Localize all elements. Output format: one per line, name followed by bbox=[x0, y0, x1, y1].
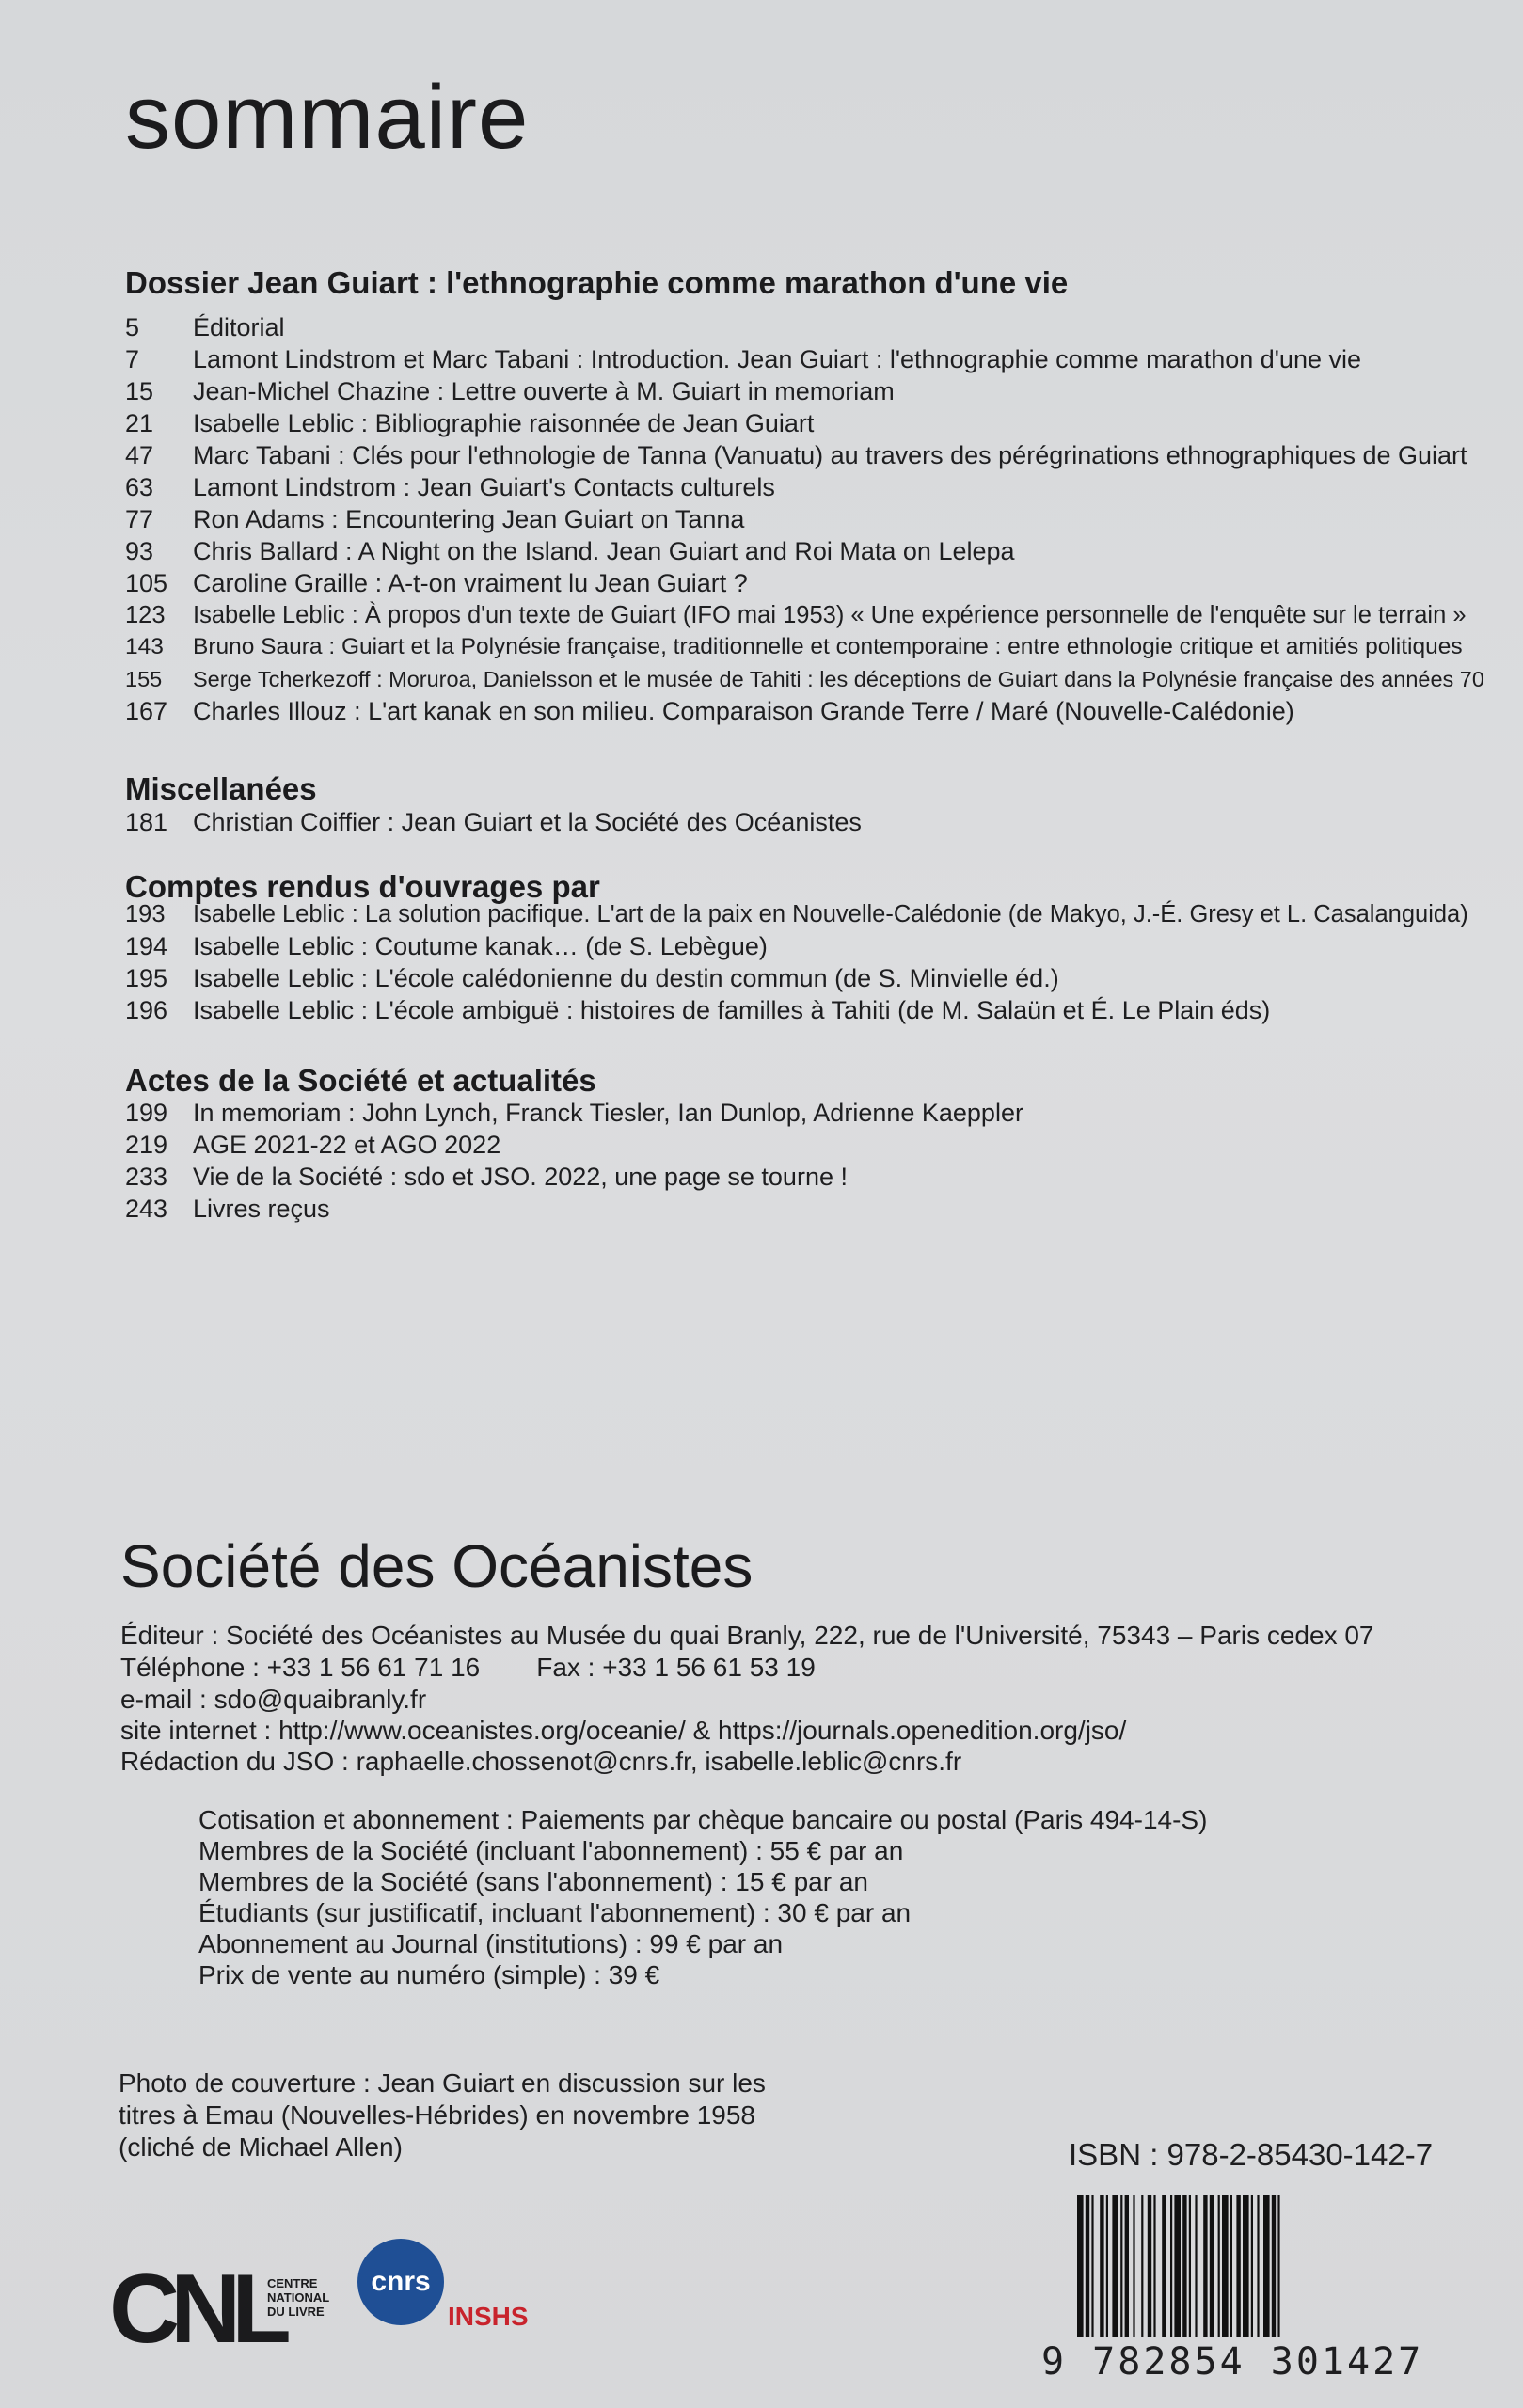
toc-page-number: 196 bbox=[125, 996, 168, 1024]
telephone-text: Téléphone : +33 1 56 61 71 16 bbox=[120, 1653, 481, 1682]
inshs-logo-text: INSHS bbox=[448, 2302, 529, 2331]
toc-entry-title: Bruno Saura : Guiart et la Polynésie française, traditionnelle et contemporaine : entre ethnologie critique et amitiés politiques bbox=[193, 634, 1463, 659]
subscription-line: Étudiants (sur justificatif, incluant l'abonnement) : 30 € par an bbox=[198, 1898, 912, 1927]
toc-entry-dossier bbox=[125, 311, 285, 343]
toc-entry-dossier bbox=[125, 343, 1361, 375]
toc-page-number: 219 bbox=[125, 1131, 168, 1159]
toc-entry-title: Éditorial bbox=[193, 313, 285, 341]
toc-page-number: 105 bbox=[125, 569, 168, 597]
toc-page-number: 21 bbox=[125, 409, 154, 437]
toc-entry-title: Vie de la Société : sdo et JSO. 2022, une page se tourne ! bbox=[193, 1163, 848, 1191]
toc-entry-miscellanees bbox=[125, 806, 862, 838]
toc-entry-title: Isabelle Leblic : Coutume kanak… (de S. Lebègue) bbox=[193, 932, 768, 960]
toc-entry-title: Lamont Lindstrom et Marc Tabani : Introduction. Jean Guiart : l'ethnographie comme marathon d'une vie bbox=[193, 345, 1361, 373]
toc-entry-actes bbox=[125, 1193, 330, 1225]
toc-page-number: 15 bbox=[125, 377, 154, 405]
section-heading-comptes-rendus: Comptes rendus d'ouvrages par bbox=[125, 869, 600, 904]
toc-entry-dossier bbox=[125, 471, 775, 503]
photo-credit: Photo de couverture : Jean Guiart en discussion sur les titres à Emau (Nouvelles-Hébrides) en novembre 1958 (cliché de Michael Allen) bbox=[119, 2068, 766, 2162]
toc-entry-title: Isabelle Leblic : L'école calédonienne du destin commun (de S. Minvielle éd.) bbox=[193, 964, 1059, 992]
toc-entry-dossier bbox=[125, 631, 1463, 663]
section-heading-dossier: Dossier Jean Guiart : l'ethnographie comme marathon d'une vie bbox=[125, 265, 1069, 300]
toc-entry-dossier bbox=[125, 695, 1294, 727]
toc-page-number: 77 bbox=[125, 505, 154, 533]
toc-page-number: 123 bbox=[125, 602, 166, 628]
cnl-caption: CENTRE bbox=[267, 2276, 318, 2290]
toc-entry-comptes-rendus bbox=[125, 930, 768, 962]
cnl-caption: DU LIVRE bbox=[267, 2305, 325, 2319]
toc-entry-title: Caroline Graille : A-t-on vraiment lu Jean Guiart ? bbox=[193, 569, 748, 597]
toc-entry-title: Serge Tcherkezoff : Moruroa, Danielsson et le musée de Tahiti : les déceptions de Guiart dans la Polynésie française des années 70 bbox=[193, 667, 1484, 691]
toc-entry-dossier bbox=[125, 503, 744, 535]
toc-page-number: 193 bbox=[125, 901, 166, 927]
cnl-logo bbox=[109, 2248, 335, 2361]
toc-entry-dossier bbox=[125, 535, 1015, 567]
fax-text: Fax : +33 1 56 61 53 19 bbox=[536, 1653, 816, 1682]
toc-entry-title: Isabelle Leblic : La solution pacifique. L'art de la paix en Nouvelle-Calédonie (de Makyo, J.-É. Gresy et L. Casalanguida) bbox=[193, 901, 1468, 927]
toc-entry-title: Jean-Michel Chazine : Lettre ouverte à M. Guiart in memoriam bbox=[193, 377, 895, 405]
phone-fax-line bbox=[120, 1652, 816, 1684]
toc-entry-title: Christian Coiffier : Jean Guiart et la Société des Océanistes bbox=[193, 808, 862, 836]
page-title: sommaire bbox=[125, 67, 530, 167]
subscription-line: Membres de la Société (sans l'abonnement) : 15 € par an bbox=[198, 1867, 868, 1896]
subscription-line: Cotisation et abonnement : Paiements par chèque bancaire ou postal (Paris 494-14-S) bbox=[198, 1805, 1208, 1834]
toc-entry-title: Ron Adams : Encountering Jean Guiart on Tanna bbox=[193, 505, 745, 533]
toc-entry-title: Isabelle Leblic : L'école ambiguë : histoires de familles à Tahiti (de M. Salaün et É. Le Plain éds) bbox=[193, 996, 1271, 1024]
society-name: Société des Océanistes bbox=[120, 1532, 754, 1600]
website-line: site internet : http://www.oceanistes.org/oceanie/ & https://journals.openedition.org/jso/ bbox=[120, 1716, 1127, 1745]
toc-entry-dossier bbox=[125, 375, 895, 407]
toc-entry-actes bbox=[125, 1097, 1023, 1129]
toc-entry-dossier bbox=[125, 439, 1467, 471]
toc-page-number: 5 bbox=[125, 313, 140, 341]
toc-entry-comptes-rendus bbox=[125, 994, 1270, 1026]
toc-page-number: 47 bbox=[125, 441, 154, 469]
toc-page-number: 143 bbox=[125, 634, 164, 659]
toc-entry-actes bbox=[125, 1129, 500, 1161]
toc-entry-title: Marc Tabani : Clés pour l'ethnologie de Tanna (Vanuatu) au travers des pérégrinations ethnographiques de Guiart bbox=[193, 441, 1467, 469]
cnrs-logo bbox=[356, 2237, 544, 2340]
barcode-image bbox=[1077, 2195, 1435, 2337]
section-heading-actes: Actes de la Société et actualités bbox=[125, 1063, 596, 1098]
toc-entry-title: Charles Illouz : L'art kanak en son milieu. Comparaison Grande Terre / Maré (Nouvelle-Calédonie) bbox=[193, 697, 1294, 725]
cnrs-logo-text: cnrs bbox=[371, 2266, 431, 2297]
toc-entry-title: Lamont Lindstrom : Jean Guiart's Contacts culturels bbox=[193, 473, 775, 501]
cnl-logo-text: CNL bbox=[109, 2255, 282, 2361]
barcode-digits: 9 782854 301427 bbox=[1041, 2340, 1424, 2384]
toc-entry-title: In memoriam : John Lynch, Franck Tiesler, Ian Dunlop, Adrienne Kaeppler bbox=[193, 1099, 1023, 1127]
toc-page-number: 167 bbox=[125, 697, 168, 725]
email-line: e-mail : sdo@quaibranly.fr bbox=[120, 1685, 427, 1714]
toc-page-number: 155 bbox=[125, 667, 163, 691]
editeur-line: Éditeur : Société des Océanistes au Musée du quai Branly, 222, rue de l'Université, 75343 – Paris cedex 07 bbox=[120, 1621, 1374, 1650]
toc-entry-dossier bbox=[125, 599, 1467, 631]
toc-page-number: 194 bbox=[125, 932, 168, 960]
toc-entry-title: Isabelle Leblic : Bibliographie raisonnée de Jean Guiart bbox=[193, 409, 815, 437]
toc-page-number: 243 bbox=[125, 1195, 168, 1223]
cnl-caption: NATIONAL bbox=[267, 2290, 330, 2305]
subscription-line: Membres de la Société (incluant l'abonnement) : 55 € par an bbox=[198, 1836, 904, 1865]
subscription-line: Prix de vente au numéro (simple) : 39 € bbox=[198, 1960, 660, 1989]
toc-entry-title: Chris Ballard : A Night on the Island. Jean Guiart and Roi Mata on Lelepa bbox=[193, 537, 1015, 565]
toc-page-number: 63 bbox=[125, 473, 154, 501]
toc-entry-dossier bbox=[125, 407, 814, 439]
toc-entry-comptes-rendus bbox=[125, 898, 1468, 930]
toc-page-number: 199 bbox=[125, 1099, 168, 1127]
subscription-line: Abonnement au Journal (institutions) : 99 € par an bbox=[198, 1929, 784, 1958]
toc-entry-title: AGE 2021-22 et AGO 2022 bbox=[193, 1131, 501, 1159]
toc-entry-dossier bbox=[125, 663, 1484, 695]
toc-page-number: 7 bbox=[125, 345, 140, 373]
toc-page-number: 93 bbox=[125, 537, 154, 565]
section-heading-miscellanees: Miscellanées bbox=[125, 771, 317, 806]
redaction-line: Rédaction du JSO : raphaelle.chossenot@cnrs.fr, isabelle.leblic@cnrs.fr bbox=[120, 1747, 962, 1776]
toc-entry-title: Isabelle Leblic : À propos d'un texte de Guiart (IFO mai 1953) « Une expérience personnelle de l'enquête sur le terrain » bbox=[193, 602, 1467, 628]
toc-page-number: 233 bbox=[125, 1163, 168, 1191]
isbn-label: ISBN : 978-2-85430-142-7 bbox=[1069, 2137, 1434, 2172]
toc-entry-comptes-rendus bbox=[125, 962, 1059, 994]
toc-page-number: 181 bbox=[125, 808, 168, 836]
toc-page-number: 195 bbox=[125, 964, 168, 992]
toc-entry-title: Livres reçus bbox=[193, 1195, 330, 1223]
toc-entry-actes bbox=[125, 1161, 848, 1193]
toc-entry-dossier bbox=[125, 567, 748, 599]
